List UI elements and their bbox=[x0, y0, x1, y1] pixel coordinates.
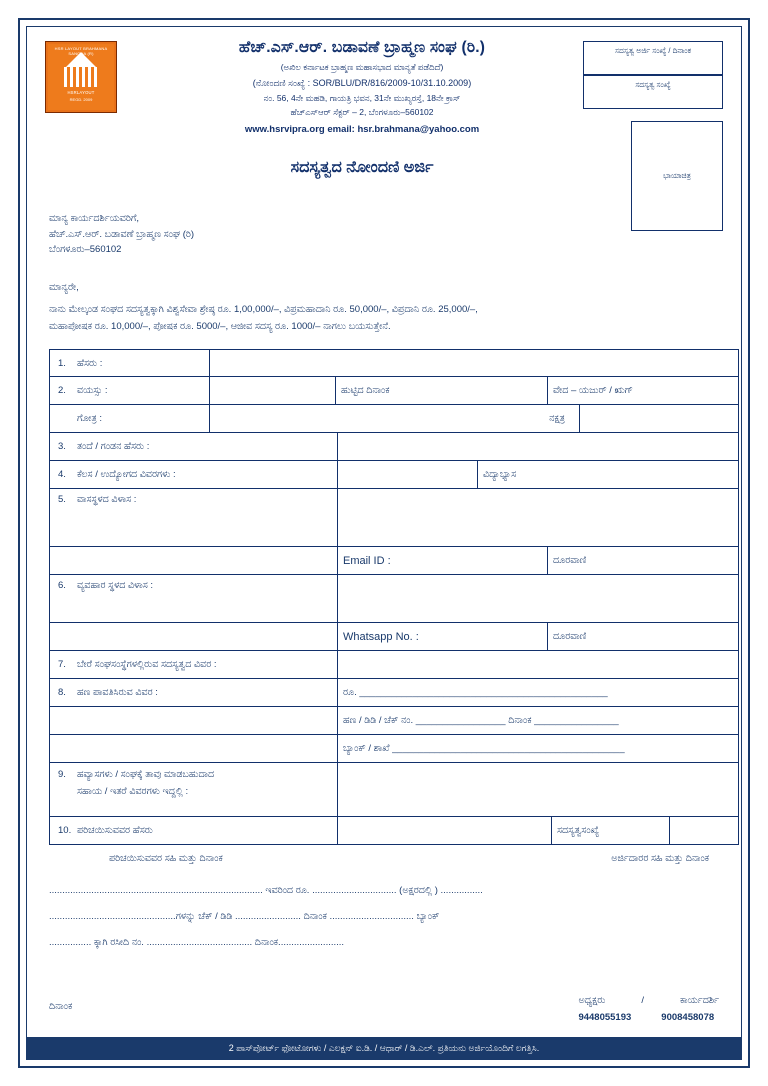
field-label-phone-1: ದೂರವಾಣಿ bbox=[553, 555, 587, 566]
logo-center-text: HSRLAYOUT bbox=[67, 90, 95, 96]
secretary-label: ಕಾರ್ಯದರ್ಶಿ bbox=[680, 995, 719, 1006]
office-bearers bbox=[578, 995, 719, 1023]
input-payment-instrument[interactable]: ಹಣ / ಡಿಡಿ / ಚೆಕ್ ನಂ. _________________ ದಿನಾಂಕ ________________ bbox=[343, 715, 619, 726]
photo-box: ಭಾಯಾಚಿತ್ರ bbox=[631, 121, 723, 231]
org-address-line2: ಹೆಚ್ಎಸ್ಆರ್ ಸೆಕ್ಟರ್ – 2, ಬೆಂಗಳೂರು–560102 bbox=[290, 107, 434, 117]
form-page bbox=[18, 18, 750, 1068]
addressee-line-2: ಹೆಚ್.ಎಸ್.ಆರ್. ಬಡಾವಣೆ ಬ್ರಾಹ್ಮಣ ಸಂಘ (ರಿ) bbox=[49, 228, 195, 240]
row-number bbox=[50, 405, 72, 432]
field-label-veda: ವೇದ – ಯಜುರ್ / ಋಗ್ bbox=[553, 385, 633, 396]
input-occupation[interactable] bbox=[338, 461, 478, 488]
row-number: 1. bbox=[58, 357, 66, 369]
spacer-cell bbox=[72, 707, 338, 734]
salutation: ಮಾನ್ಯರೇ, bbox=[49, 282, 79, 293]
row-number bbox=[50, 735, 72, 762]
president-phone: 9448055193 bbox=[578, 1012, 632, 1023]
field-label-gotra: ಗೋತ್ರ : bbox=[72, 405, 210, 432]
row-number bbox=[50, 547, 72, 574]
row-number: 10. bbox=[58, 825, 72, 836]
field-label-email: Email ID : bbox=[338, 547, 548, 574]
intro-line-2: ಮಹಾಪೋಷಕ ರೂ. 10,000/–, ಪೋಷಕ ರೂ. 5000/–, ಆಜೀವ ಸದಸ್ಯ ರೂ. 1000/– ನಾಗಲು ಬಯಸುತ್ತೇನೆ. bbox=[49, 320, 391, 332]
field-label-residence-address: ವಾಸಸ್ಥಳದ ವಿಳಾಸ : bbox=[72, 489, 338, 546]
footer-note-bar: 2 ಪಾಸ್‌ಪೋರ್ಟ್ ಫೋಟೋಗಳು / ಎಲಕ್ಷನ್ ಐ.ಡಿ. / ಆಧಾರ್ / ಡಿ.ಎಲ್. ಪ್ರತಿಯನು ಅರ್ಜಿಯೊಂದಿಗೆ ಲಗತ್ತಿಸಿ. bbox=[27, 1037, 741, 1059]
receipt-line-3: ................ ಕ್ಕಾಗಿ ರಸೀದಿ ನಂ. ........................................ ದಿನಾಂಕ......................... bbox=[49, 937, 345, 948]
table-row bbox=[49, 349, 739, 377]
input-payment-bank[interactable]: ಬ್ಯಾಂಕ್ / ಶಾಖೆ ____________________________________________ bbox=[343, 743, 625, 754]
header-center bbox=[127, 39, 597, 135]
field-label-business-address: ವ್ಯವಹಾರ ಸ್ಥಳದ ವಿಳಾಸ : bbox=[72, 575, 338, 622]
role-separator: / bbox=[641, 995, 644, 1006]
member-no-box: ಸದಸ್ಯತ್ವ ಸಂಖ್ಯೆ bbox=[583, 75, 723, 109]
table-row bbox=[49, 707, 739, 735]
table-row bbox=[49, 679, 739, 707]
intro-line-1: ನಾನು ಮೇಲ್ಕಂಡ ಸಂಘದ ಸದಸ್ಯತ್ವಕ್ಕಾಗಿ ವಿಶ್ವಸೇವಾ ಶ್ರೇಷ್ಠ ರೂ. 1,00,000/–, ವಿಪ್ರಮಹಾದಾನಿ ರೂ. 50,000/–, ವಿಪ್ರದಾನಿ ರೂ. 25,000/–, bbox=[49, 304, 478, 315]
input-age[interactable] bbox=[210, 377, 336, 404]
field-label-age: ವಯಸ್ಸು : bbox=[72, 377, 210, 404]
field-label-hobbies-line2: ಸಹಾಯ / ಇತರೆ ವಿವರಗಳು ಇದ್ದಲ್ಲಿ : bbox=[77, 786, 189, 797]
president-label: ಅಧ್ಯಕ್ಷರು bbox=[578, 995, 606, 1006]
row-number: 5. bbox=[58, 494, 66, 505]
introducer-signature-label: ಪರಿಚಯಿಸುವವರ ಸಹಿ ಮತ್ತು ದಿನಾಂಕ bbox=[109, 853, 223, 864]
addressee-line-3: ಬೆಂಗಳೂರು–560102 bbox=[49, 244, 122, 256]
field-label-introducer-member-no: ಸದಸ್ಯತ್ವಸಂಖ್ಯೆ bbox=[552, 817, 670, 844]
field-label-nakshatra: ನಕ್ಷತ್ರ bbox=[210, 405, 580, 432]
field-label-education: ವಿದ್ಯಾಭ್ಯಾಸ bbox=[483, 469, 517, 480]
org-web-email: www.hsrvipra.org email: hsr.brahmana@yahoo.com bbox=[244, 124, 480, 135]
input-introducer-name[interactable] bbox=[338, 817, 552, 844]
intro-paragraph bbox=[49, 302, 739, 335]
spacer-cell bbox=[72, 547, 338, 574]
logo-top-text: HSR LAYOUT BRAHMANA SANGHA (R) bbox=[54, 46, 108, 56]
addressee-line-1: ಮಾನ್ಯ ಕಾರ್ಯದರ್ಶಿಯವರಿಗೆ, bbox=[49, 213, 140, 224]
field-label-father-husband: ತಂದೆ / ಗಂಡನ ಹೆಸರು : bbox=[72, 433, 338, 460]
table-row bbox=[49, 763, 739, 817]
input-hobbies[interactable] bbox=[338, 763, 738, 816]
input-residence-address[interactable] bbox=[338, 489, 738, 546]
row-number: 8. bbox=[58, 687, 66, 698]
org-affiliation: (ಅಖಿಲ ಕರ್ನಾಟಕ ಬ್ರಾಹ್ಮಣ ಮಹಾಸಭಾದ ಮಾನ್ಯತೆ ಪಡೆದಿದೆ) bbox=[280, 62, 444, 72]
table-row bbox=[49, 575, 739, 623]
row-number: 2. bbox=[58, 385, 66, 396]
field-label-phone-2: ದೂರವಾಣಿ bbox=[553, 631, 587, 642]
table-row bbox=[49, 377, 739, 405]
date-label: ದಿನಾಂಕ bbox=[49, 1001, 73, 1012]
field-label-hobbies-line1: ಹವ್ಯಾಸಗಳು / ಸಂಘಕ್ಕೆ ತಾವು ಮಾಡಬಹುದಾದ bbox=[77, 769, 215, 780]
organization-logo-icon bbox=[45, 41, 117, 113]
input-payment-amount[interactable]: ರೂ. _______________________________________________ bbox=[343, 687, 608, 698]
row-number: 9. bbox=[58, 769, 66, 780]
table-row bbox=[49, 547, 739, 575]
member-no-date-box: ಸದಸ್ಯತ್ವ ಅರ್ಜಿ ಸಂಖ್ಯೆ / ದಿನಾಂಕ bbox=[583, 41, 723, 75]
receipt-line-2: ................................................ಗಳನ್ನು ಚೆಕ್ / ಡಿಡಿ ......................... ದಿನಾಂಕ ................................ ಬ್ಯಾಂಕ್ bbox=[49, 911, 440, 922]
form-inner-border bbox=[26, 26, 742, 1060]
field-label-other-memberships: ಬೇರೆ ಸಂಘಸಂಸ್ಥೆಗಳಲ್ಲಿರುವ ಸದಸ್ಯತ್ವದ ವಿವರ : bbox=[72, 651, 338, 678]
application-fields-table bbox=[49, 349, 739, 845]
table-row bbox=[49, 405, 739, 433]
field-label-whatsapp: Whatsapp No. : bbox=[338, 623, 548, 650]
secretary-phone: 9008458078 bbox=[661, 1012, 715, 1023]
org-registration: (ನೋಂದಣಿ ಸಂಖ್ಯೆ : SOR/BLU/DR/816/2009-10/31.10.2009) bbox=[252, 78, 472, 88]
org-address-line1: ನಂ. 56, 4ನೇ ಮಹಡಿ, ಗಾಯತ್ರಿ ಭವನ, 31ನೇ ಮುಖ್ಯರಸ್ತೆ, 18ನೇ ಕ್ರಾಸ್ bbox=[263, 93, 461, 103]
receipt-line-1: ................................................................................. ಇವರಿಂದ ರೂ. ................................ (ಅಕ್ಷರದಲ್ಲಿ ) ................ bbox=[49, 885, 483, 896]
input-other-memberships[interactable] bbox=[338, 651, 738, 678]
table-row bbox=[49, 461, 739, 489]
logo-bottom-text: REGD. 2009 bbox=[69, 96, 93, 102]
field-label-dob: ಹುಟ್ಟಿದ ದಿನಾಂಕ bbox=[336, 377, 548, 404]
field-label-occupation: ಕೆಲಸ / ಉದ್ಯೋಗದ ವಿವರಗಳು : bbox=[72, 461, 338, 488]
row-number bbox=[50, 707, 72, 734]
table-row bbox=[49, 489, 739, 547]
input-business-address[interactable] bbox=[338, 575, 738, 622]
input-nakshatra[interactable] bbox=[580, 405, 738, 432]
table-row bbox=[49, 623, 739, 651]
input-father-husband[interactable] bbox=[338, 433, 738, 460]
field-label-payment: ಹಣ ಪಾವತಿಸಿರುವ ವಿವರ : bbox=[72, 679, 338, 706]
row-number: 3. bbox=[58, 441, 66, 452]
applicant-signature-label: ಅರ್ಜಿದಾರರ ಸಹಿ ಮತ್ತು ದಿನಾಂಕ bbox=[611, 853, 709, 864]
table-row bbox=[49, 735, 739, 763]
table-row bbox=[49, 651, 739, 679]
spacer-cell bbox=[72, 735, 338, 762]
input-name[interactable] bbox=[210, 350, 738, 376]
row-number: 4. bbox=[58, 469, 66, 480]
input-introducer-member-no[interactable] bbox=[670, 817, 738, 844]
field-label-name: ಹೆಸರು : bbox=[72, 350, 210, 376]
row-number bbox=[50, 623, 72, 650]
header bbox=[27, 27, 741, 179]
row-number: 6. bbox=[58, 580, 66, 591]
org-title: ಹೆಚ್.ಎಸ್.ಆರ್. ಬಡಾವಣೆ ಬ್ರಾಹ್ಮಣ ಸಂಘ (ರಿ.) bbox=[238, 39, 486, 56]
table-row bbox=[49, 817, 739, 845]
temple-icon bbox=[58, 52, 104, 88]
page-title: ಸದಸ್ಯತ್ವದ ನೋಂದಣಿ ಅರ್ಜಿ bbox=[290, 159, 434, 176]
addressee-block bbox=[49, 212, 194, 259]
row-number: 7. bbox=[58, 659, 66, 670]
table-row bbox=[49, 433, 739, 461]
spacer-cell bbox=[72, 623, 338, 650]
field-label-introducer: ಪರಿಚಯಿಸುವವರ ಹೆಸರು bbox=[72, 817, 338, 844]
